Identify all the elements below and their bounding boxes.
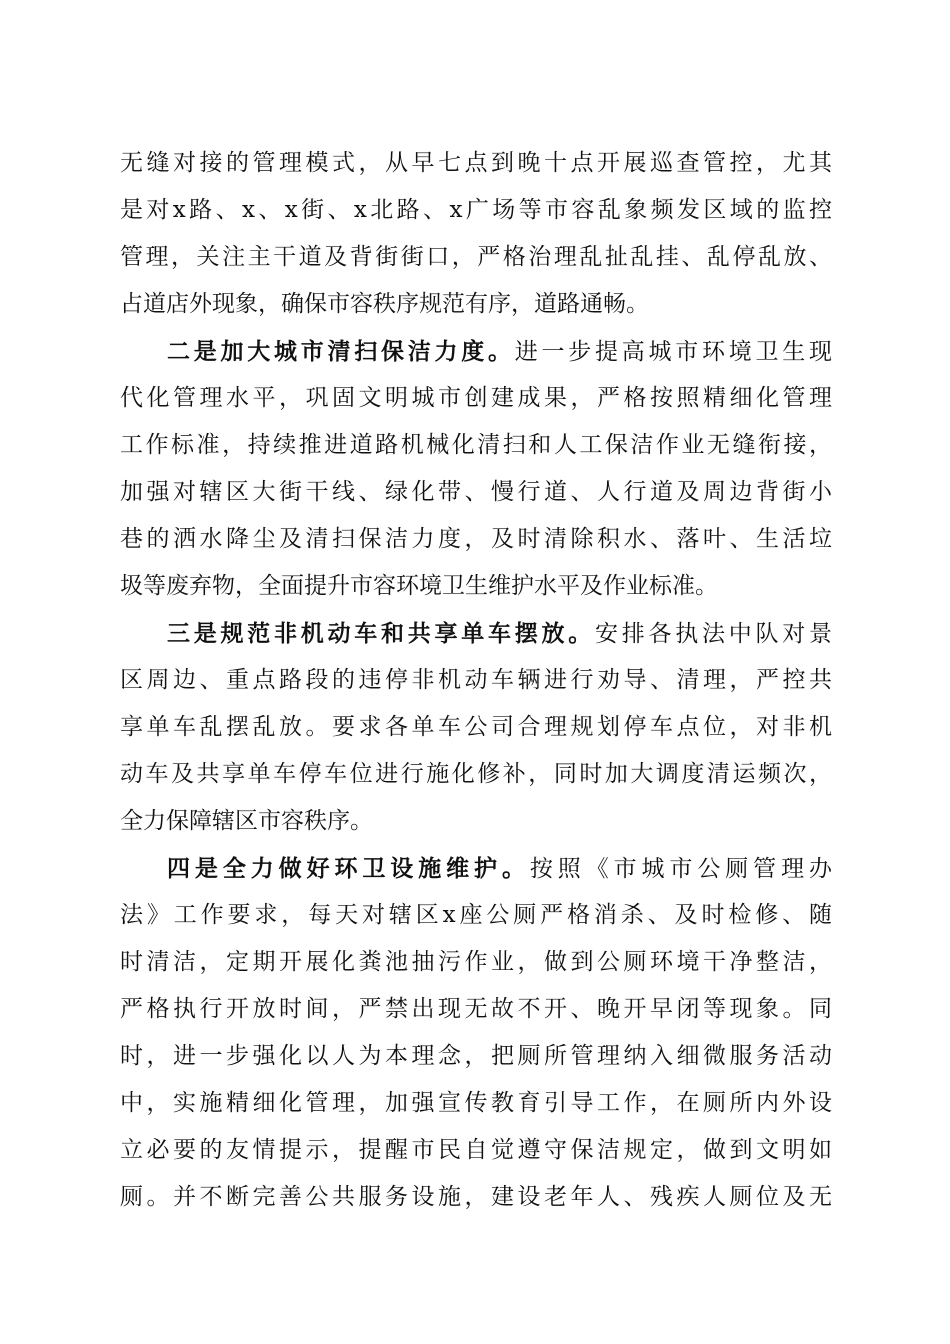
paragraph-heading: 三是规范非机动车和共享单车摆放。	[167, 620, 595, 647]
text-line: 加强对辖区大街干线、绿化带、慢行道、人行道及周边背街小	[120, 479, 832, 505]
text-line: 中，实施精细化管理，加强宣传教育引导工作，在厕所内外设	[120, 1090, 832, 1116]
paragraph-2	[120, 328, 832, 610]
text-line: 动车及共享单车停车位进行施化修补，同时加大调度清运频次，	[120, 761, 832, 787]
paragraph-1	[120, 140, 832, 328]
text-line: 时，进一步强化以人为本理念，把厕所管理纳入细微服务活动	[120, 1043, 832, 1069]
text-line: 享单车乱摆乱放。要求各单车公司合理规划停车点位，对非机	[120, 714, 832, 740]
text-line	[120, 328, 832, 375]
text-line: 占道店外现象，确保市容秩序规范有序，道路通畅。	[120, 291, 649, 317]
paragraph-heading: 二是加大城市清扫保洁力度。	[167, 338, 515, 365]
text-line: 是对x路、x、x街、x北路、x广场等市容乱象频发区域的监控	[120, 197, 832, 223]
text-line: 时清洁，定期开展化粪池抽污作业，做到公厕环境干净整洁，	[120, 949, 832, 975]
document-page	[120, 140, 832, 1221]
text-line: 代化管理水平，巩固文明城市创建成果，严格按照精细化管理	[120, 385, 832, 411]
paragraph-4	[120, 845, 832, 1221]
text-run: 安排各执法中队对景	[595, 621, 832, 647]
text-line	[120, 610, 832, 657]
paragraph-3	[120, 610, 832, 845]
text-run: 按照《市城市公厕管理办	[529, 856, 833, 882]
text-line	[120, 845, 832, 892]
text-line: 巷的洒水降尘及清扫保洁力度，及时清除积水、落叶、生活垃	[120, 526, 832, 552]
text-line: 立必要的友情提示，提醒市民自觉遵守保洁规定，做到文明如	[120, 1137, 832, 1163]
paragraph-heading: 四是全力做好环卫设施维护。	[167, 855, 530, 882]
text-line: 无缝对接的管理模式，从早七点到晚十点开展巡查管控，尤其	[120, 150, 832, 176]
text-line: 全力保障辖区市容秩序。	[120, 808, 373, 834]
text-line: 厕。并不断完善公共服务设施，建设老年人、残疾人厕位及无	[120, 1184, 832, 1210]
text-line: 管理，关注主干道及背街街口，严格治理乱扯乱挂、乱停乱放、	[120, 244, 832, 270]
text-line: 区周边、重点路段的违停非机动车辆进行劝导、清理，严控共	[120, 667, 832, 693]
text-line: 工作标准，持续推进道路机械化清扫和人工保洁作业无缝衔接，	[120, 432, 832, 458]
text-line: 法》工作要求，每天对辖区x座公厕严格消杀、及时检修、随	[120, 902, 832, 928]
text-run: 进一步提高城市环境卫生现	[514, 339, 832, 365]
text-line: 圾等废弃物，全面提升市容环境卫生维护水平及作业标准。	[120, 573, 718, 599]
text-line: 严格执行开放时间，严禁出现无故不开、晚开早闭等现象。同	[120, 996, 832, 1022]
